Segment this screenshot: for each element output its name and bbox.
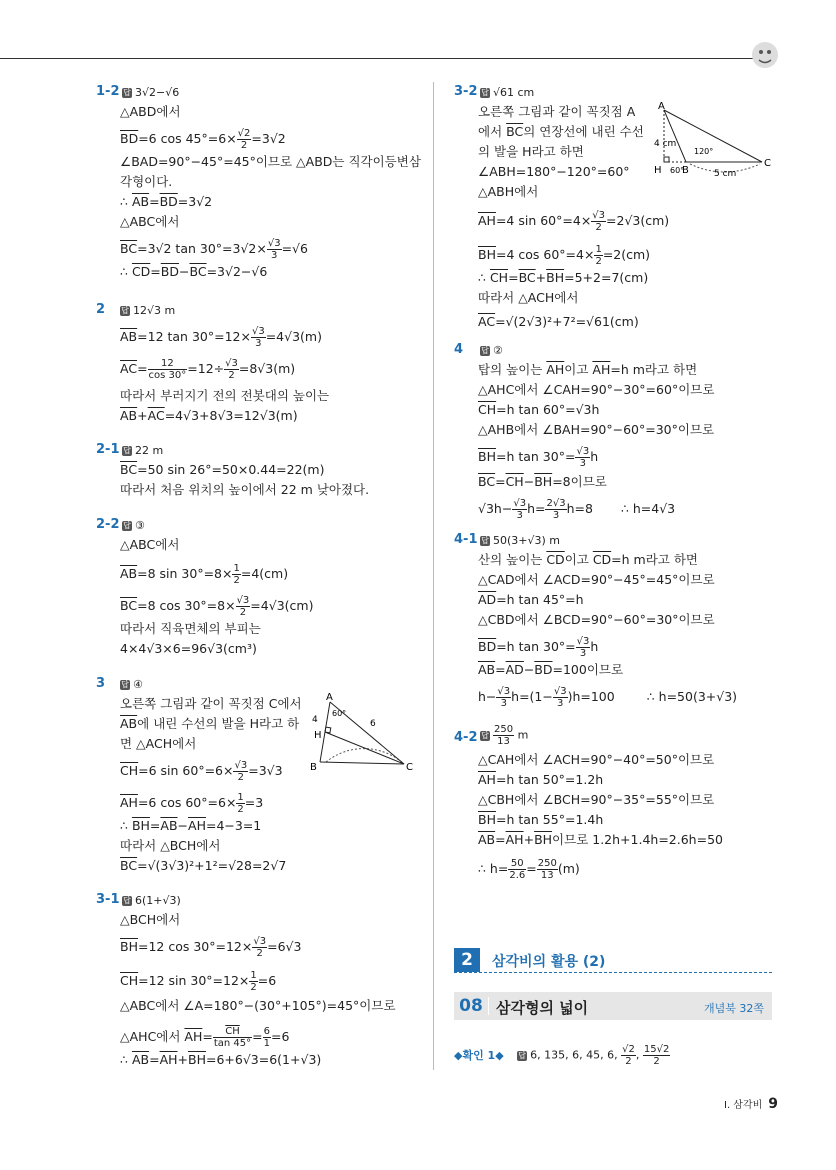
line: $\overline{CH}=h$ tan 60°=√3h bbox=[478, 402, 600, 417]
line: $\overline{AB}$에 내린 수선의 발을 H라고 하 bbox=[120, 716, 300, 731]
answer-text: 22 m bbox=[135, 444, 164, 457]
check-1: ◆확인 1◆ 답 6, 135, 6, 45, 6, $\frac{√2}{2}$ , $\frac{15√2}{2}$ bbox=[454, 1044, 670, 1067]
fraction: $\frac{1}{2}$ bbox=[595, 244, 602, 267]
line: $\overline{BH}=h$ tan 30°= $\frac{√3}{3}$ h bbox=[478, 446, 599, 469]
fraction: $\frac{2√3}{3}$ bbox=[546, 498, 566, 521]
lesson-number: 08 bbox=[459, 996, 483, 1016]
line: ∴ $\overline{AB}=\overline{BD}=3√2$ bbox=[120, 194, 213, 209]
section-header bbox=[454, 946, 772, 973]
answer bbox=[120, 304, 175, 317]
answer-badge-icon: 답 bbox=[121, 680, 129, 689]
line: $\overline{BH}=12$ cos 30°=12× $\frac{√3}{2}$ =6√3 bbox=[120, 936, 302, 959]
problem-number: 4 bbox=[454, 342, 464, 357]
line: ∴ $\overline{BH}=\overline{AB}-\overline{AH}=4-3=1$ bbox=[120, 818, 262, 833]
line: $\overline{CH}=6$ sin 60°=6× $\frac{√3}{2}$ =3√3 bbox=[120, 760, 283, 783]
answer-text: ③ bbox=[135, 519, 145, 532]
fraction: $\frac{1}{2}$ bbox=[233, 563, 240, 586]
side-label: 5 cm bbox=[714, 169, 737, 179]
page-number: 9 bbox=[768, 1096, 779, 1112]
problem-number: 3-2 bbox=[454, 84, 478, 99]
answer bbox=[120, 678, 143, 691]
check-answer: 6, 135, 6, 45, 6, bbox=[530, 1048, 622, 1062]
line: 따라서 △ACH에서 bbox=[478, 290, 579, 305]
answer bbox=[480, 344, 503, 357]
line: △AHC에서 $\overline{AH}=$ $\frac{\overline{CH}}{\tan 45^\circ}$ = $\frac{6}{1}$ =6 bbox=[120, 1026, 290, 1049]
answer-text: 6(1+√3) bbox=[135, 894, 181, 907]
fraction: $\frac{√3}{2}$ bbox=[253, 936, 267, 959]
fraction: $\frac{√3}{2}$ bbox=[236, 595, 250, 618]
problem-number: 3-1 bbox=[96, 892, 120, 907]
fraction: $\frac{\overline{CH}}{\tan 45^\circ}$ bbox=[213, 1026, 252, 1049]
line: 에서 $\overline{BC}$의 연장선에 내린 수선 bbox=[478, 124, 644, 139]
line: △AHB에서 ∠BAH=90°−60°=30°이므로 bbox=[478, 422, 715, 437]
line: △AHC에서 ∠CAH=90°−30°=60°이므로 bbox=[478, 382, 715, 397]
header-rule bbox=[0, 58, 760, 59]
line: △ABH에서 bbox=[478, 184, 539, 199]
answer-badge-icon: 답 bbox=[481, 536, 489, 545]
line: 의 발을 H라고 하면 bbox=[478, 144, 584, 159]
line: ∠ABH=180°−120°=60° bbox=[478, 164, 630, 179]
fraction: $\frac{√3}{2}$ bbox=[225, 358, 238, 381]
vertex-label: C bbox=[764, 158, 771, 169]
line: △ABC에서 bbox=[120, 537, 180, 552]
line: $\overline{AH}=4$ sin 60°=4× $\frac{√3}{2}$ =2√3(cm) bbox=[478, 210, 670, 233]
answer-badge-icon: 답 bbox=[123, 896, 131, 905]
problem-number: 2-2 bbox=[96, 517, 120, 532]
fraction: $\frac{1}{2}$ bbox=[237, 792, 244, 815]
problem-number: 4-1 bbox=[454, 532, 478, 547]
line: $\overline{AH}=h$ tan 50°=1.2h bbox=[478, 772, 604, 787]
answer bbox=[122, 519, 145, 532]
line: √3h− $\frac{√3}{3}$ h= $\frac{2√3}{3}$ h=8 ∴ h=4√3 bbox=[478, 498, 676, 521]
triangle-figure-3 bbox=[306, 690, 418, 776]
fraction: $\frac{√3}{3}$ bbox=[497, 686, 511, 709]
vertex-label: B bbox=[310, 762, 317, 773]
mascot-icon bbox=[748, 38, 782, 72]
line: $\overline{CH}=12$ sin 30°=12× $\frac{1}{2}$ =6 bbox=[120, 970, 277, 993]
fraction: $\frac{√2}{2}$ bbox=[237, 128, 251, 151]
concept-book-reference: 개념북 32쪽 bbox=[704, 1002, 764, 1015]
vertex-label: C bbox=[406, 762, 413, 773]
answer-badge-icon: 답 bbox=[481, 346, 489, 355]
page-footer bbox=[724, 1096, 778, 1112]
line: 산의 높이는 $\overline{CD}$이고 $\overline{CD}=h$ m라고 하면 bbox=[478, 552, 698, 567]
answer-badge-icon: 답 bbox=[121, 306, 129, 315]
problem-number: 2 bbox=[96, 302, 106, 317]
line: ∴ h= $\frac{50}{2.6}$ = $\frac{250}{13}$ (m) bbox=[478, 858, 580, 881]
line: ∠BAD=90°−45°=45°이므로 △ABD는 직각이등변삼 bbox=[120, 154, 421, 169]
line: h− $\frac{√3}{3}$ h=(1− $\frac{√3}{3}$ )h=100 ∴ h=50(3+√3) bbox=[478, 686, 738, 709]
answer bbox=[480, 534, 560, 547]
line: ∴ $\overline{CD}=\overline{BD}-\overline{BC}=3√2-√6$ bbox=[120, 264, 268, 279]
answer-text: ② bbox=[493, 344, 503, 357]
line: 4×4√3×6=96√3(cm³) bbox=[120, 641, 257, 656]
vertex-label: B bbox=[682, 165, 689, 176]
vertex-label: H bbox=[654, 165, 662, 176]
line: $\overline{AB}=\overline{AD}-\overline{BD}=100$이므로 bbox=[478, 662, 624, 677]
line: $\overline{BD}=h$ tan 30°= $\frac{√3}{3}$ h bbox=[478, 636, 599, 659]
fraction: $\frac{√3}{3}$ bbox=[576, 446, 590, 469]
answer bbox=[122, 444, 163, 457]
fraction: $\frac{√3}{2}$ bbox=[234, 760, 248, 783]
answer: 답 $\frac{250}{13}$ m bbox=[481, 724, 529, 747]
line: 오른쪽 그림과 같이 꼭짓점 C에서 bbox=[120, 696, 302, 711]
problem-number: 3 bbox=[96, 676, 106, 691]
fraction: $\frac{√3}{3}$ bbox=[251, 326, 265, 349]
fraction: $\frac{15√2}{2}$ bbox=[643, 1044, 670, 1067]
answer-badge-icon: 답 bbox=[481, 88, 489, 97]
line: $\overline{BC}=50$ sin 26°=50×0.44=22(m) bbox=[120, 462, 325, 477]
fraction: $\frac{√3}{3}$ bbox=[267, 238, 281, 261]
answer-badge-icon: 답 bbox=[518, 1050, 527, 1060]
problem-number: 1-2 bbox=[96, 84, 120, 99]
lesson-header bbox=[454, 992, 772, 1020]
side-label: 4 bbox=[312, 715, 318, 725]
line: $\overline{AD}=h$ tan 45°=h bbox=[478, 592, 584, 607]
answer bbox=[122, 894, 181, 907]
answer-text: 12√3 m bbox=[133, 304, 176, 317]
line: △CBD에서 ∠BCD=90°−60°=30°이므로 bbox=[478, 612, 715, 627]
answer bbox=[480, 86, 534, 99]
line: $\overline{BC}=8$ cos 30°=8× $\frac{√3}{2}$ =4√3(cm) bbox=[120, 595, 314, 618]
line: △ABC에서 bbox=[120, 214, 180, 229]
answer-badge-icon: 답 bbox=[123, 521, 131, 530]
line: 탑의 높이는 $\overline{AH}$이고 $\overline{AH}=h$ m라고 하면 bbox=[478, 362, 698, 377]
answer-text: 3√2−√6 bbox=[135, 86, 180, 99]
divider bbox=[488, 997, 489, 1015]
line: 따라서 △BCH에서 bbox=[120, 838, 221, 853]
line: $\overline{AB}+\overline{AC}=4√3+8√3=12√3(m)$ bbox=[120, 408, 298, 423]
line: ∴ $\overline{CH}=\overline{BC}+\overline{BH}=5+2=7(cm)$ bbox=[478, 270, 649, 285]
chapter-label: Ⅰ. 삼각비 bbox=[724, 1100, 763, 1111]
problem-number: 2-1 bbox=[96, 442, 120, 457]
line: $\overline{BH}=4$ cos 60°=4× $\frac{1}{2}$ =2(cm) bbox=[478, 244, 651, 267]
fraction: $\frac{250}{13}$ bbox=[537, 858, 557, 881]
line: △CAD에서 ∠ACD=90°−45°=45°이므로 bbox=[478, 572, 715, 587]
answer-badge-icon: 답 bbox=[123, 88, 131, 97]
line: $\overline{BC}=√(3√3)^2+1^2=√28=2√7$ bbox=[120, 858, 287, 873]
fraction: $\frac{50}{2.6}$ bbox=[509, 858, 526, 881]
side-label: 6 bbox=[370, 719, 376, 729]
line: 따라서 직육면체의 부피는 bbox=[120, 621, 261, 636]
line: $\overline{BH}=h$ tan 55°=1.4h bbox=[478, 812, 604, 827]
line: 오른쪽 그림과 같이 꼭짓점 A bbox=[478, 104, 636, 119]
lesson-title: 삼각형의 넓이 bbox=[496, 999, 589, 1017]
triangle-figure-3-2 bbox=[650, 100, 776, 180]
fraction: $\frac{√3}{2}$ bbox=[592, 210, 606, 233]
line: 각형이다. bbox=[120, 174, 173, 189]
angle-label: 60° bbox=[670, 166, 685, 175]
line: 따라서 처음 위치의 높이에서 22 m 낮아졌다. bbox=[120, 482, 370, 497]
line: $\overline{BC}=\overline{CH}-\overline{BH}=8$이므로 bbox=[478, 474, 607, 489]
line: $\overline{BD}=6$ cos 45°=6× $\frac{√2}{2}$ =3√2 bbox=[120, 128, 286, 151]
answer-text: √61 cm bbox=[493, 86, 535, 99]
column-divider bbox=[433, 82, 434, 1070]
line: △BCH에서 bbox=[120, 912, 181, 927]
angle-label: 120° bbox=[694, 147, 714, 156]
fraction: $\frac{√2}{2}$ bbox=[622, 1044, 635, 1067]
check-label: ◆확인 1◆ bbox=[454, 1048, 504, 1062]
fraction: $\frac{6}{1}$ bbox=[263, 1026, 271, 1049]
answer-badge-icon: 답 bbox=[481, 730, 489, 740]
angle-label: 60° bbox=[332, 709, 347, 718]
section-title: 삼각비의 활용 (2) bbox=[492, 954, 606, 970]
line: $\overline{AB}=\overline{AH}+\overline{BH}$이므로 1.2h+1.4h=2.6h=50 bbox=[478, 832, 723, 847]
section-number: 2 bbox=[454, 948, 480, 972]
line: 면 △ACH에서 bbox=[120, 736, 197, 751]
answer-text: ④ bbox=[133, 678, 143, 691]
line: △ABC에서 ∠A=180°−(30°+105°)=45°이므로 bbox=[120, 998, 396, 1013]
side-label: 4 cm bbox=[654, 139, 677, 149]
answer bbox=[122, 86, 179, 99]
answer-badge-icon: 답 bbox=[123, 446, 131, 455]
line: $\overline{AC}=$ $\frac{12}{\cos 30^\circ}$ =12÷ $\frac{√3}{2}$ =8√3(m) bbox=[120, 358, 296, 381]
fraction: $\frac{12}{\cos 30^\circ}$ bbox=[148, 358, 187, 381]
fraction: $\frac{250}{13}$ bbox=[494, 724, 514, 747]
line: 따라서 부러지기 전의 전봇대의 높이는 bbox=[120, 388, 330, 403]
fraction: $\frac{√3}{3}$ bbox=[553, 686, 567, 709]
fraction: $\frac{1}{2}$ bbox=[250, 970, 257, 993]
line: ∴ $\overline{AB}=\overline{AH}+\overline{BH}=6+6√3=6(1+√3)$ bbox=[120, 1052, 322, 1067]
vertex-label: H bbox=[314, 730, 322, 741]
line: △CBH에서 ∠BCH=90°−35°=55°이므로 bbox=[478, 792, 715, 807]
fraction: $\frac{√3}{3}$ bbox=[576, 636, 590, 659]
fraction: $\frac{√3}{3}$ bbox=[513, 498, 527, 521]
line: △ABD에서 bbox=[120, 104, 181, 119]
line: △CAH에서 ∠ACH=90°−40°=50°이므로 bbox=[478, 752, 715, 767]
line: $\overline{AB}=8$ sin 30°=8× $\frac{1}{2}$ =4(cm) bbox=[120, 563, 289, 586]
vertex-label: A bbox=[326, 692, 333, 703]
vertex-label: A bbox=[658, 101, 665, 112]
line: $\overline{AB}=12$ tan 30°=12× $\frac{√3}{3}$ =4√3(m) bbox=[120, 326, 322, 349]
line: $\overline{AH}=6$ cos 60°=6× $\frac{1}{2}$ =3 bbox=[120, 792, 264, 815]
answer-text: 50(3+√3) m bbox=[493, 534, 561, 547]
line: $\overline{BC}=3√2$ tan 30°=3√2× $\frac{√3}{3}$ =√6 bbox=[120, 238, 308, 261]
problem-number: 4-2 bbox=[454, 730, 478, 745]
line: $\overline{AC}=√(2√3)^2+7^2=√61(cm)$ bbox=[478, 314, 639, 329]
